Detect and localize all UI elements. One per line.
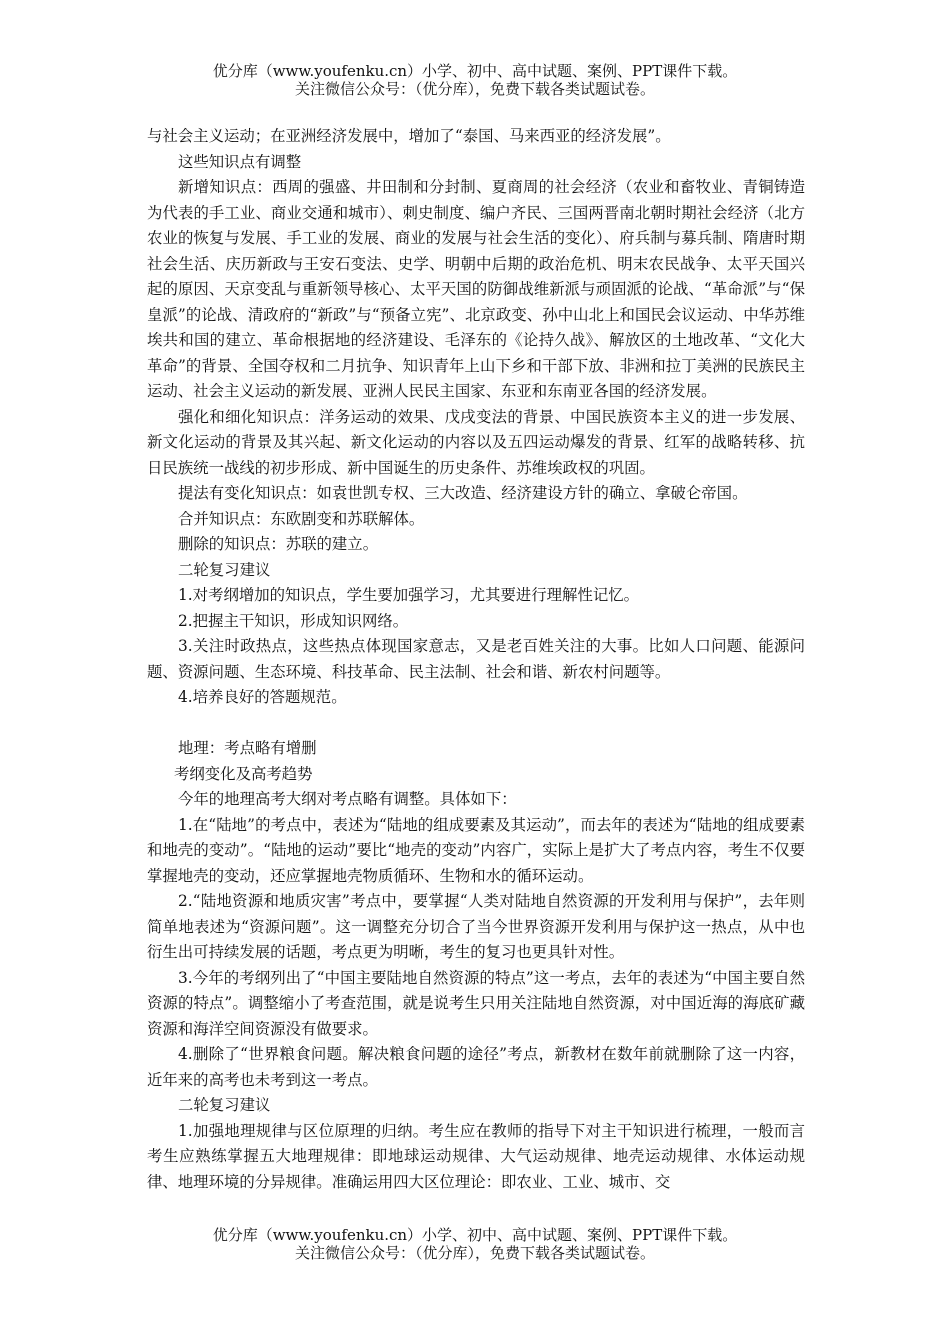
page-header bbox=[0, 62, 950, 98]
list-item: 1.加强地理规律与区位原理的归纳。考生应在教师的指导下对主干知识进行梳理，一般而言考生应熟练掌握五大地理规律：即地球运动规律、大气运动规律、地壳运动规律、水体运动规律、地理环境的分异规律。准确运用四大区位理论：即农业、工业、城市、交 bbox=[147, 1121, 805, 1191]
section-heading: 二轮复习建议 bbox=[178, 560, 271, 579]
header-line-2: 关注微信公众号：（优分库），免费下载各类试题试卷。 bbox=[294, 80, 655, 98]
paragraph: 强化和细化知识点：洋务运动的效果、戊戌变法的背景、中国民族资本主义的进一步发展、新文化运动的背景及其兴起、新文化运动的内容以及五四运动爆发的背景、红军的战略转移、抗日民族统一战线的初步形成、新中国诞生的历史条件、苏维埃政权的巩固。 bbox=[147, 407, 805, 477]
list-item: 4.培养良好的答题规范。 bbox=[178, 688, 347, 706]
footer-line-1: 优分库（www.youfenku.cn）小学、初中、高中试题、案例、PPT课件下载。 bbox=[212, 1226, 738, 1244]
paragraph: 合并知识点：东欧剧变和苏联解体。 bbox=[178, 509, 425, 528]
paragraph: 新增知识点：西周的强盛、井田制和分封制、夏商周的社会经济（农业和畜牧业、青铜铸造为代表的手工业、商业交通和城市）、刺史制度、编户齐民、三国两晋南北朝时期社会经济（北方农业的恢复与发展、手工业的发展、商业的发展与社会生活的变化）、府兵制与募兵制、隋唐时期社会生活、庆历新政与王安石变法、史学、明朝中后期的政治危机、明末农民战争、太平天国兴起的原因、天京变乱与重新领导核心、太平天国的防御战维新派与顽固派的论战、“革命派”与“保皇派”的论战、清政府的“新政”与“预备立宪”、北京政变、孙中山北上和国民会议运动、中华苏维埃共和国的建立、革命根据地的经济建设、毛泽东的《论持久战》、解放区的土地改革、“文化大革命”的背景、全国夺权和二月抗争、知识青年上山下乡和干部下放、非洲和拉丁美洲的民族民主运动、社会主义运动的新发展、亚洲人民民主国家、东亚和东南亚各国的经济发展。 bbox=[147, 178, 805, 400]
section-title: 地理：考点略有增删 bbox=[178, 739, 317, 757]
page-footer bbox=[0, 1226, 950, 1262]
list-item: 2.把握主干知识，形成知识网络。 bbox=[178, 611, 409, 630]
header-line-1: 优分库（www.youfenku.cn）小学、初中、高中试题、案例、PPT课件下载。 bbox=[212, 62, 738, 80]
list-item: 1.对考纲增加的知识点，学生要加强学习，尤其要进行理解性记忆。 bbox=[178, 586, 640, 604]
list-item: 3.今年的考纲列出了“中国主要陆地自然资源的特点”这一考点，去年的表述为“中国主要自然资源的特点”。调整缩小了考查范围，就是说考生只用关注陆地自然资源，对中国近海的海底矿藏资源和海洋空间资源没有做要求。 bbox=[147, 968, 805, 1038]
list-item: 2.“陆地资源和地质灾害”考点中，要掌握“人类对陆地自然资源的开发利用与保护”，去年则简单地表述为“资源问题”。这一调整充分切合了当今世界资源开发利用与保护这一热点，从中也衍生出可持续发展的话题，考点更为明晰，考生的复习也更具针对性。 bbox=[147, 892, 805, 961]
section-heading: 考纲变化及高考趋势 bbox=[174, 764, 313, 783]
list-item: 1.在“陆地”的考点中，表述为“陆地的组成要素及其运动”，而去年的表述为“陆地的组成要素和地壳的变动”。“陆地的运动”要比“地壳的变动”内容广，实际上是扩大了考点内容，考生不仅要掌握地壳的变动，还应掌握地壳物质循环、生物和水的循环运动。 bbox=[147, 815, 805, 885]
footer-line-2: 关注微信公众号：（优分库），免费下载各类试题试卷。 bbox=[294, 1244, 655, 1262]
paragraph: 删除的知识点：苏联的建立。 bbox=[178, 535, 379, 553]
section-heading: 这些知识点有调整 bbox=[178, 152, 302, 171]
paragraph: 与社会主义运动；在亚洲经济发展中，增加了“泰国、马来西亚的经济发展”。 bbox=[147, 127, 671, 145]
paragraph: 提法有变化知识点：如袁世凯专权、三大改造、经济建设方针的确立、拿破仑帝国。 bbox=[178, 484, 748, 502]
list-item: 4.删除了“世界粮食问题。解决粮食问题的途径”考点，新教材在数年前就删除了这一内容，近年来的高考也未考到这一考点。 bbox=[147, 1045, 805, 1089]
section-heading: 二轮复习建议 bbox=[178, 1096, 271, 1114]
blank-line bbox=[147, 711, 805, 737]
document-body bbox=[147, 124, 805, 1195]
paragraph: 今年的地理高考大纲对考点略有调整。具体如下： bbox=[178, 790, 517, 808]
list-item: 3.关注时政热点，这些热点体现国家意志，又是老百姓关注的大事。比如人口问题、能源问题、资源问题、生态环境、科技革命、民主法制、社会和谐、新农村问题等。 bbox=[147, 637, 805, 681]
